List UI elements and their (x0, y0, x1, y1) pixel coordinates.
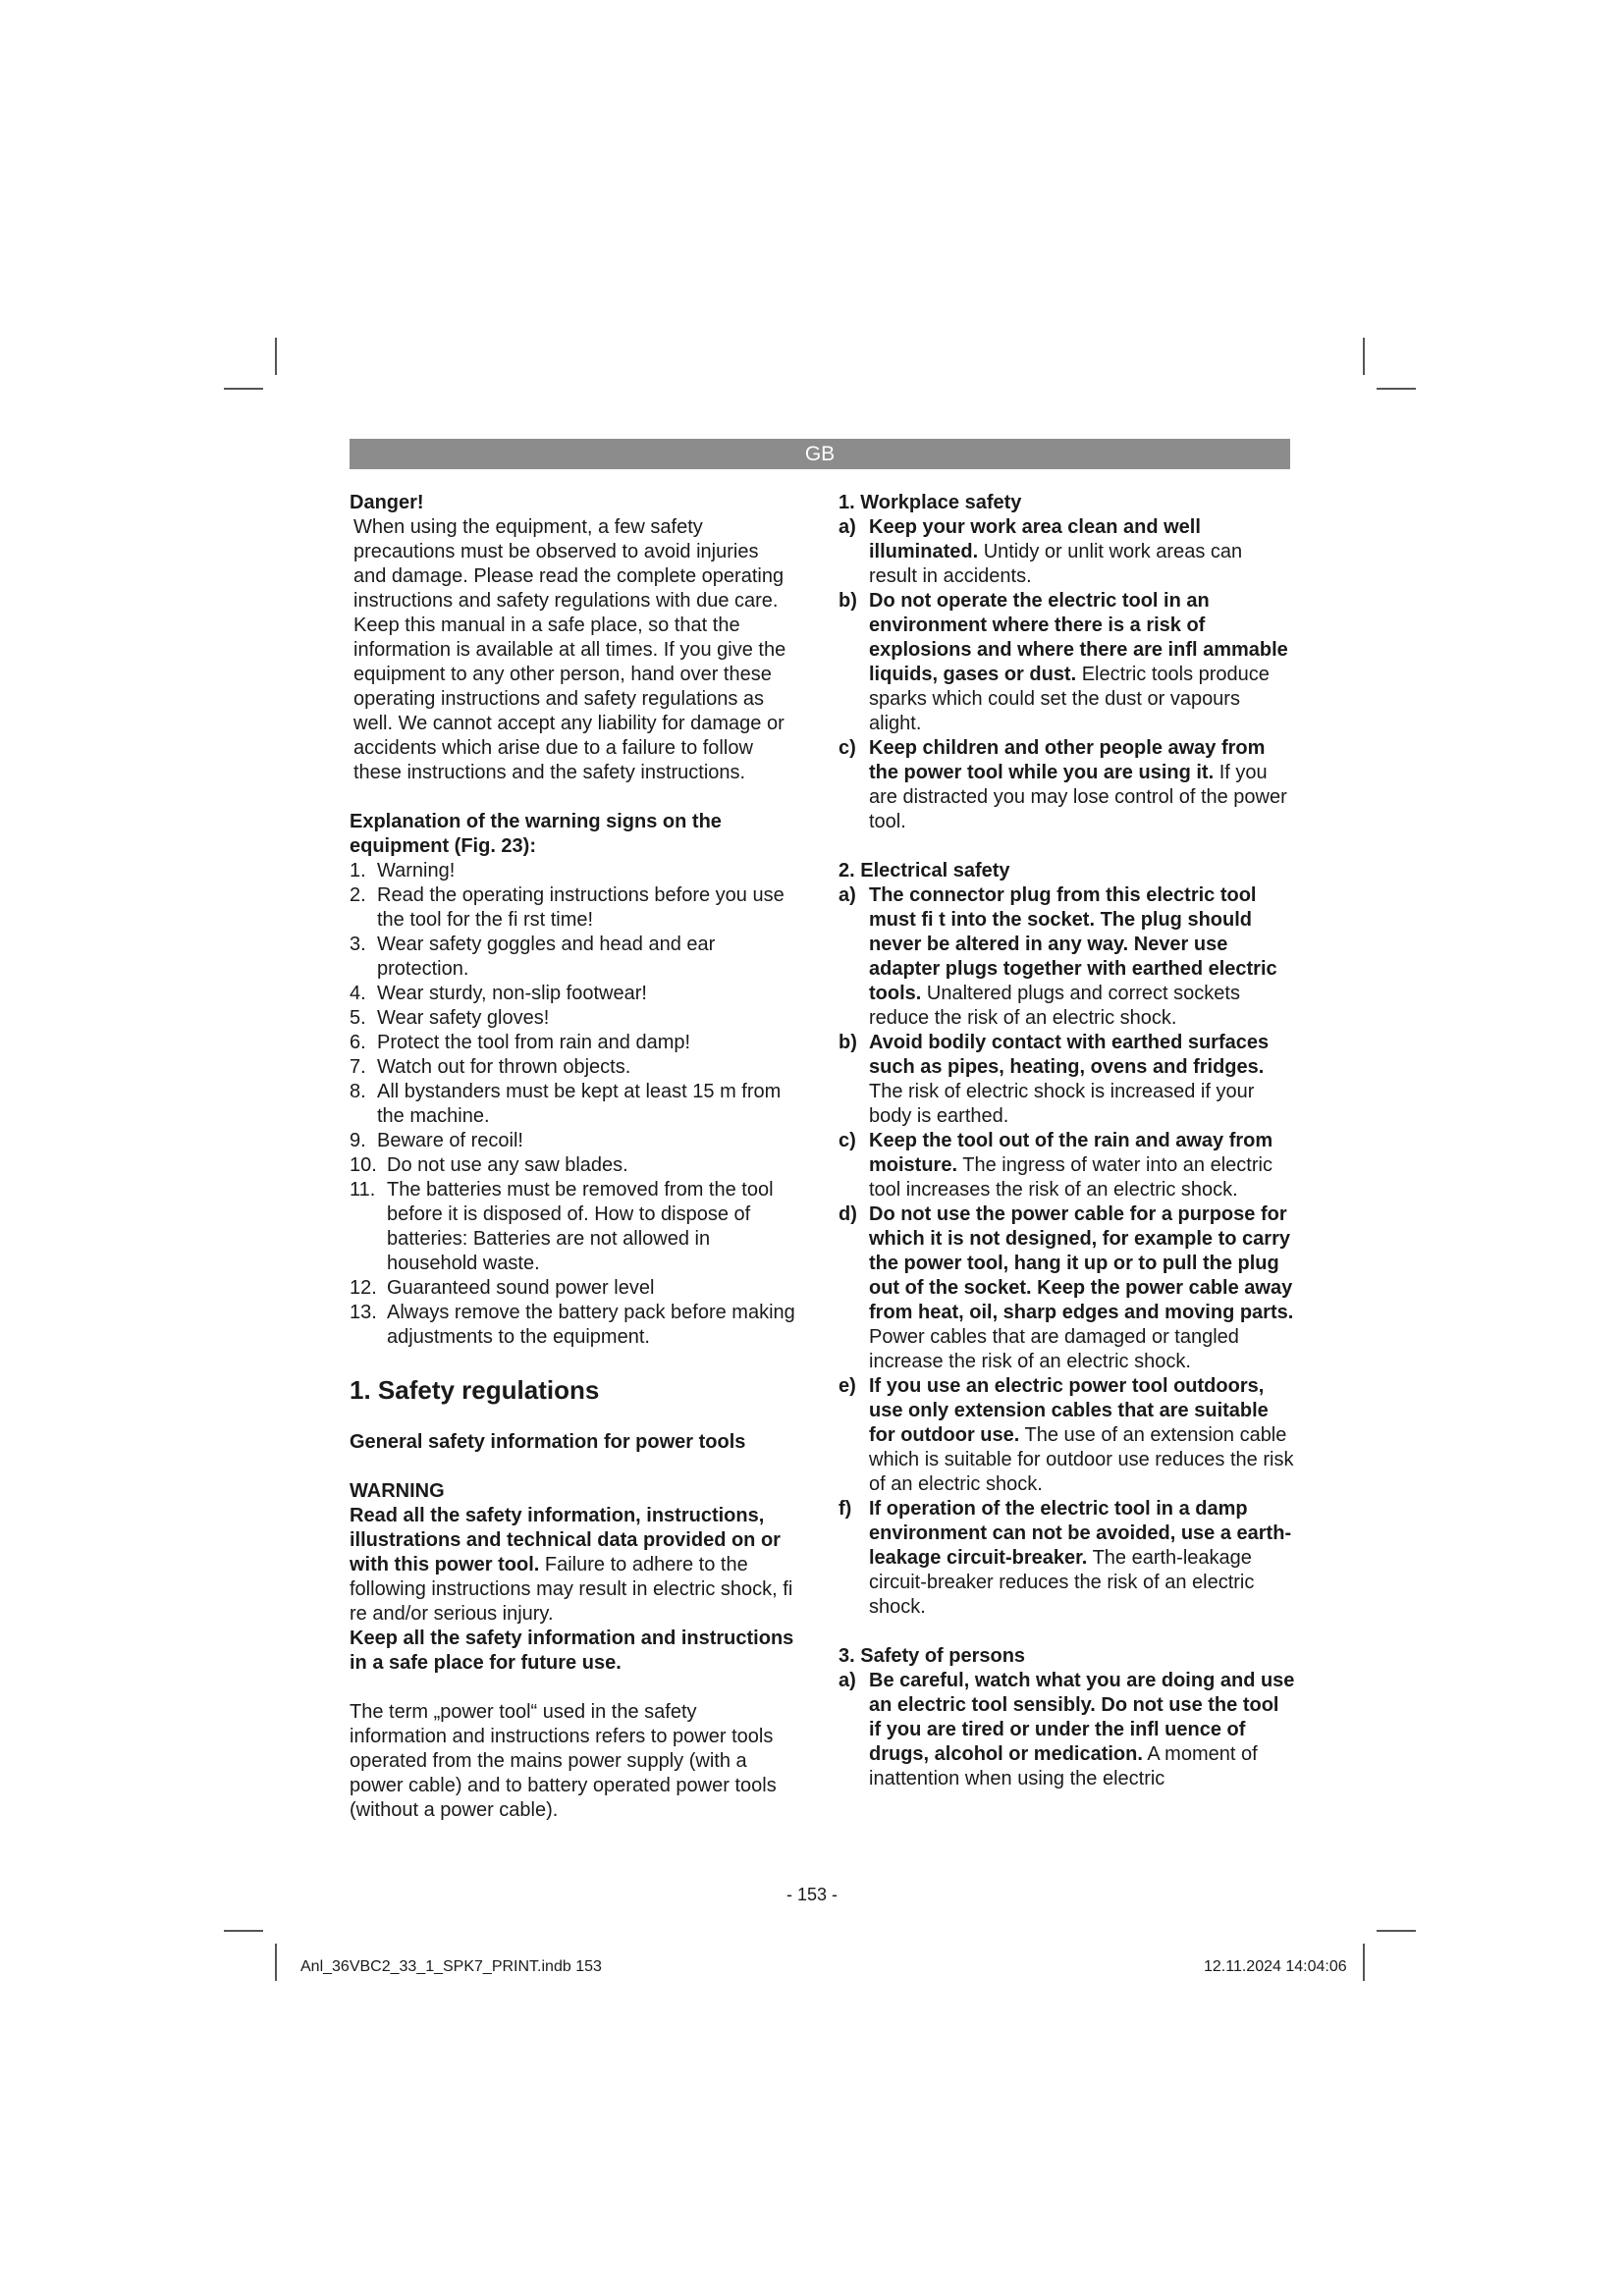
safety-item (839, 1031, 1295, 1129)
safety-item-text (869, 1497, 1295, 1620)
warning-sign-text: Wear sturdy, non-slip footwear! (377, 983, 647, 1004)
safety-item-marker: c) (839, 1130, 856, 1151)
safety-item-normal: The earth-leakage circuit-breaker reduces the risk of an electric shock. (869, 1547, 1255, 1618)
safety-item-text (869, 1669, 1295, 1791)
page-number: - 153 - (785, 1885, 839, 1904)
safety-item (839, 736, 1295, 834)
crop-mark (224, 388, 263, 390)
safety-item-marker: a) (839, 884, 856, 906)
safety-item-marker: f) (839, 1498, 852, 1520)
warning-sign-item (350, 1301, 796, 1350)
safety-item-bold: Do not use the power cable for a purpose for which it is not designed, for example to carry the power tool, hang it up or to pull the plug out of the socket. Keep the power cable away from heat, oil, sharp edges and moving parts. (869, 1203, 1294, 1323)
safety-item-normal: The risk of electric shock is increased if your body is earthed. (869, 1081, 1255, 1127)
safety-item-marker: b) (839, 590, 857, 612)
warning-sign-item (350, 1129, 796, 1153)
warning-sign-text: Read the operating instructions before you use the tool for the fi rst time! (377, 884, 785, 931)
warning-sign-item (350, 982, 796, 1006)
language-header-bar (350, 439, 1290, 469)
warning-signs-title: Explanation of the warning signs on the equipment (Fig. 23): (350, 811, 722, 857)
warning-paragraph (350, 1504, 796, 1627)
crop-mark (275, 338, 277, 375)
warning-sign-item (350, 883, 796, 933)
safety-item (839, 1129, 1295, 1202)
safety-item-text (869, 515, 1295, 589)
warning-sign-text: Beware of recoil! (377, 1130, 523, 1151)
safety-item-normal: Electric tools produce sparks which could set the dust or vapours alight. (869, 664, 1270, 734)
warning-sign-number: 8. (350, 1081, 366, 1102)
warning-sign-text: Wear safety goggles and head and ear protection. (377, 934, 716, 980)
warning-sign-text: Warning! (377, 860, 456, 881)
right-column (839, 491, 1295, 1791)
warning-sign-number: 5. (350, 1007, 366, 1029)
warning-sign-item (350, 1055, 796, 1080)
warning-bold: Read all the safety information, instructions, illustrations and technical data provided on or with this power tool. (350, 1505, 781, 1575)
safety-item-text (869, 1129, 1295, 1202)
safety-item-normal: Power cables that are damaged or tangled increase the risk of an electric shock. (869, 1326, 1239, 1372)
safety-item-bold: Keep children and other people away from the power tool while you are using it. (869, 737, 1266, 783)
safety-item-text (869, 589, 1295, 736)
safety-item (839, 515, 1295, 589)
safety-item-marker: e) (839, 1375, 856, 1397)
warning-sign-number: 11. (350, 1179, 376, 1201)
footer-datetime: 12.11.2024 14:04:06 (1204, 1958, 1347, 1975)
warning-signs-list (350, 859, 796, 1350)
warning-sign-number: 3. (350, 934, 366, 955)
safety-section-title: 1. Workplace safety (839, 492, 1022, 513)
safety-item-bold: Keep the tool out of the rain and away from moisture. (869, 1130, 1273, 1176)
safety-item-text (869, 1202, 1295, 1374)
safety-item-marker: c) (839, 737, 856, 759)
safety-item-marker: a) (839, 516, 856, 538)
danger-text: When using the equipment, a few safety precautions must be observed to avoid injuries and damage. Please read the complete operating instructions and safety regulations with due care. Keep this manual in a safe place, so that the information is available at all times. If you give the equipment to any other person, hand over these operating instructions and safety regulations as well. We cannot accept any liability for damage or accidents which arise due to a failure to follow these instructions and the safety instructions. (353, 516, 786, 783)
warning-sign-item (350, 859, 796, 883)
warning-sign-number: 1. (350, 860, 366, 881)
warning-sign-item (350, 933, 796, 982)
warning-sign-item (350, 1153, 796, 1178)
safety-item-bold: Be careful, watch what you are doing and use an electric tool sensibly. Do not use the tool if you are tired or under the infl uence of drugs, alcohol or medication. (869, 1670, 1295, 1765)
warning-sign-number: 9. (350, 1130, 366, 1151)
safety-item-text (869, 883, 1295, 1031)
safety-item (839, 1669, 1295, 1791)
crop-mark (1363, 338, 1365, 375)
safety-item-marker: b) (839, 1032, 857, 1053)
safety-item-normal: If you are distracted you may lose control of the power tool. (869, 762, 1287, 832)
safety-item (839, 1497, 1295, 1620)
safety-item-text (869, 1031, 1295, 1129)
crop-mark (275, 1944, 277, 1981)
warning-sign-number: 2. (350, 884, 366, 906)
footer-filename: Anl_36VBC2_33_1_SPK7_PRINT.indb 153 (300, 1958, 602, 1975)
term-paragraph: The term „power tool“ used in the safety information and instructions refers to power tools operated from the mains power supply (with a power cable) and to battery operated power tools (without a power cable). (350, 1701, 777, 1821)
warning-sign-text: Always remove the battery pack before making adjustments to the equipment. (387, 1302, 795, 1348)
safety-item-normal: The use of an extension cable which is suitable for outdoor use reduces the risk of an electric shock. (869, 1424, 1294, 1495)
general-safety-title: General safety information for power tools (350, 1431, 746, 1453)
warning-sign-number: 7. (350, 1056, 366, 1078)
safety-item-normal: Untidy or unlit work areas can result in accidents. (869, 541, 1243, 587)
safety-item (839, 1202, 1295, 1374)
safety-section-title: 3. Safety of persons (839, 1645, 1026, 1667)
safety-item-text (869, 1374, 1295, 1497)
warning-sign-item (350, 1006, 796, 1031)
safety-item-normal: Unaltered plugs and correct sockets reduce the risk of an electric shock. (869, 983, 1240, 1029)
safety-item-marker: a) (839, 1670, 856, 1691)
warning-sign-item (350, 1276, 796, 1301)
warning-label: WARNING (350, 1480, 445, 1502)
warning-sign-text: Guaranteed sound power level (387, 1277, 655, 1299)
safety-item (839, 883, 1295, 1031)
crop-mark (224, 1930, 263, 1932)
crop-mark (1377, 388, 1416, 390)
warning-sign-text: All bystanders must be kept at least 15 m from the machine. (377, 1081, 782, 1127)
safety-item-bold: Do not operate the electric tool in an environment where there is a risk of explosions and where there are infl ammable liquids, gases or dust. (869, 590, 1288, 685)
language-label: GB (804, 443, 836, 465)
safety-item-text (869, 736, 1295, 834)
warning-sign-number: 10. (350, 1154, 377, 1176)
warning-sign-item (350, 1178, 796, 1276)
warning-sign-text: Protect the tool from rain and damp! (377, 1032, 691, 1053)
warning-sign-text: Do not use any saw blades. (387, 1154, 628, 1176)
safety-item-bold: Keep your work area clean and well illuminated. (869, 516, 1201, 562)
warning-sign-number: 4. (350, 983, 366, 1004)
safety-item (839, 589, 1295, 736)
safety-item-normal: The ingress of water into an electric tool increases the risk of an electric shock. (869, 1154, 1272, 1201)
danger-title: Danger! (350, 492, 424, 513)
safety-item (839, 1374, 1295, 1497)
warning-sign-text: Watch out for thrown objects. (377, 1056, 631, 1078)
warning-sign-number: 6. (350, 1032, 366, 1053)
warning-sign-item (350, 1080, 796, 1129)
safety-item-bold: The connector plug from this electric tool must fi t into the socket. The plug should never be altered in any way. Never use adapter plugs together with earthed electric tools. (869, 884, 1277, 1004)
warning-sign-text: Wear safety gloves! (377, 1007, 550, 1029)
crop-mark (1363, 1944, 1365, 1981)
crop-mark (1377, 1930, 1416, 1932)
safety-item-bold: If operation of the electric tool in a damp environment can not be avoided, use a earth-leakage circuit-breaker. (869, 1498, 1292, 1569)
warning-text: Failure to adhere to the following instructions may result in electric shock, fi re and/or serious injury. (350, 1554, 793, 1625)
safety-item-marker: d) (839, 1203, 857, 1225)
section-title: 1. Safety regulations (350, 1375, 600, 1405)
safety-item-bold: Avoid bodily contact with earthed surfaces such as pipes, heating, ovens and fridges. (869, 1032, 1270, 1078)
warning-sign-text: The batteries must be removed from the tool before it is disposed of. How to dispose of batteries: Batteries are not allowed in household waste. (387, 1179, 774, 1274)
safety-item-bold: If you use an electric power tool outdoors, use only extension cables that are suitable for outdoor use. (869, 1375, 1269, 1446)
warning-sign-item (350, 1031, 796, 1055)
keep-instructions: Keep all the safety information and instructions in a safe place for future use. (350, 1628, 794, 1674)
safety-item-normal: A moment of inattention when using the electric (869, 1743, 1258, 1789)
warning-sign-number: 13. (350, 1302, 377, 1323)
left-column (350, 491, 796, 1823)
warning-sign-number: 12. (350, 1277, 377, 1299)
safety-section-title: 2. Electrical safety (839, 860, 1010, 881)
